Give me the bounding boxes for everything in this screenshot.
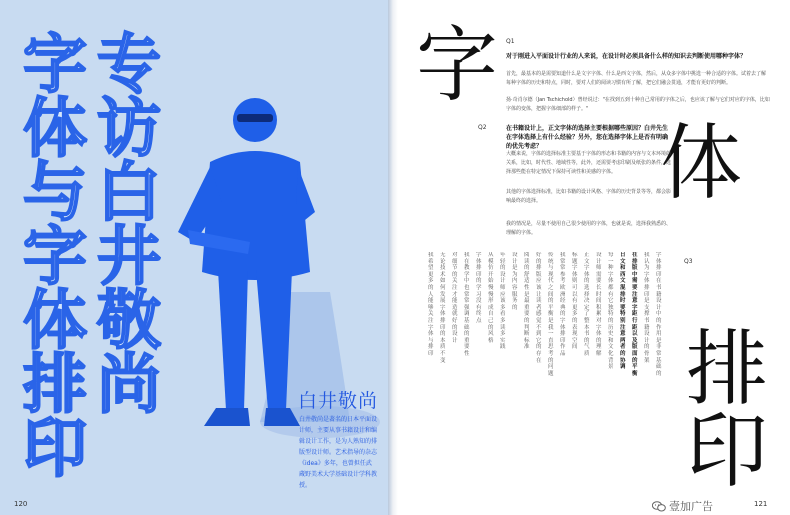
vertical-column: 字体排印在书籍设计中的作用是非常基础的 [656,252,662,377]
vertical-column: 对细节的关注才能造就好的设计 [452,252,458,344]
page-number-left: 120 [14,500,28,508]
q2-question: 在书籍设计上，正文字体的选择主要根据哪些原因？白井先生在字体选择上有什么经验？另外，您在选择字体上是否有明确的优先考虑？ [506,125,669,150]
q2-label: Q2 [478,124,487,131]
vertical-column: 每一种字体都有它独特的历史和文化背景 [608,252,614,371]
page-number-right: 121 [754,500,768,508]
title-col2-text: 字体与字体排印 [12,30,87,478]
vertical-column: 我希望更多的人能够关注字体与排印 [428,252,434,357]
watermark [652,498,713,514]
book-spine [388,0,398,515]
vertical-column: 设计师需要长时间积累对字体的理解 [596,252,602,357]
vertical-column: 设计是为内容服务的 [512,252,518,311]
vertical-column: 我常常参考欧洲经典的字体排印作品 [560,252,566,357]
q2-answer-2: 其他的字体选择标准，比如书籍的设计风格、字体的历史背景等等，都会影响最终的选择。 [506,189,672,204]
vertical-column: 在排版中需要注意字距行距以及版面的平衡 [632,252,638,377]
q1-label: Q1 [506,38,515,45]
title-col1-text: 专访白井敬尚 [86,30,161,414]
big-char-2: 体 [660,116,743,211]
big-char-3: 排 [686,322,769,417]
q3-label: Q3 [684,258,693,265]
wechat-icon [652,501,666,512]
left-page [0,0,388,515]
vertical-column: 字体排印的学习没有终点 [476,252,482,324]
subject-bio: 白井敬尚是著名的日本平面设计师，主要从事书籍设计和编辑设计工作，是为人熟知的排版型设计师。艺术指导的杂志《idea》多年，也曾担任武蔵野美术大学基础设计学科教授。 [299,416,378,489]
vertical-title-col2 [12,30,87,478]
vertical-column: 阅读的舒适性是最重要的判断标准 [524,252,530,351]
big-char-4: 印 [686,404,769,499]
q2-answer-1: 大概来说，字体的选择标准主要基于字体的形态和书籍的内容与文本环境的关系，比如，时代性、地域性等，此外，还需要考虑印刷及纸张的条件，选择那些能在特定情况下保持可读性和美感的字体。 [506,151,672,175]
q2-answer-3: 我的情况是，尽量不使用自己很少使用的字体，也就是说，选择我熟悉的、理解的字体。 [506,221,672,236]
vertical-column: 标题字体则可以有更多的表现空间 [572,252,578,351]
q1-question: 对于刚进入平面设计行业的人来说，在设计时必须具备什么样的知识去判断使用哪种字体？ [506,53,747,60]
q1-answer-1: 首先，最基本的是需要知道什么是文字字体、什么是西文字体，然后，从众多字体中挑选一种合适的字体。试着去了解每种字体的历史和特点，同时，要对人们的阅读习惯有所了解，把它们融会贯通，才能有更好的判断。 [506,71,767,86]
vertical-column: 日文和西文混排时要特别注意两者的协调 [620,252,626,371]
vertical-column: 好的排版应该让读者感觉不到它的存在 [536,252,542,364]
vertical-column: 年轻的设计师应该多看多读多实践 [500,252,506,351]
vertical-column: 我在教学中也常常强调基础的重要性 [464,252,470,357]
watermark-text: 壹加广告 [669,500,713,513]
subject-name: 白井敬尚 [298,390,379,412]
vertical-column: 从模仿开始慢慢形成自己的风格 [488,252,494,344]
big-char-1: 字 [416,18,499,113]
vertical-column: 无论技术如何发展字体排印的本质不变 [440,252,446,364]
vertical-column: 我认为字体排印是支撑书籍设计的骨架 [644,252,650,364]
vertical-column: 传统与现代之间的平衡是我一直思考的问题 [548,252,554,377]
q1-answer-2: 扬·奇肖尔德（Jan Tschichold）曾经说过："在找到五到十种自己常用的字体之后，也应该了解与它们对应的字体，比如字体的变体，把握字体细部的样子。" [506,97,770,112]
vertical-text-columns [413,252,663,502]
vertical-column: 正文字体的选择决定了整本书的气质 [584,252,590,357]
